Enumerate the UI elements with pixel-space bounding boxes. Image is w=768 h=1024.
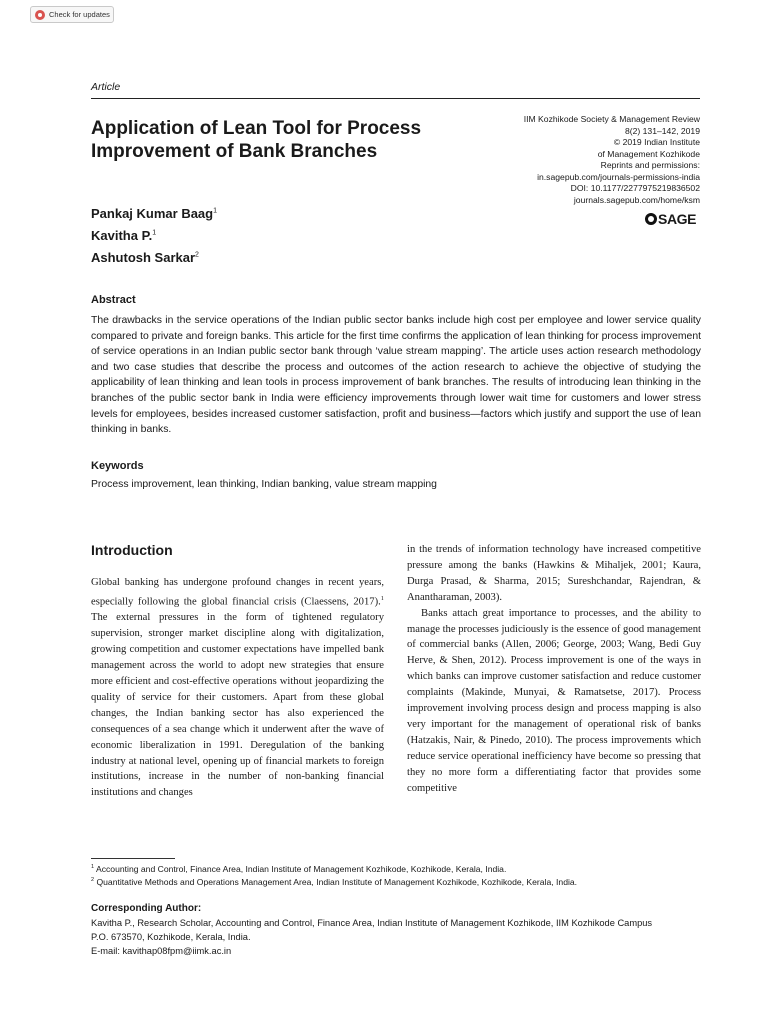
journal-name: IIM Kozhikode Society & Management Review [523,114,700,124]
footnote-ref[interactable]: 1 [380,594,384,602]
author-affiliation: 2 [195,251,199,259]
article-type-label: Article [91,81,121,93]
introduction-heading: Introduction [91,542,173,558]
copyright-holder: of Management Kozhikode [597,148,700,159]
reprints-label: Reprints and permissions: [600,160,700,170]
author-1 [91,206,217,221]
intro-paragraph-part: The external pressures in the form of tightened regulatory supervision, stronger market discipline along with digitalization, growing competition and customer expectations have impelled bank management across the world to adopt new strategies that ensure more efficient and cost-effective operations without jeopardizing the quality of service for their customers. Apart from these global changes, the Indian banking sector has also experienced the consequences of a sea change which it underwent after the wave of economic liberalization in 1991. Deregulation of the banking industry at national level, opening up of financial markets to foreign institutions, increase in the number of non-banking financial institutions and changes [91,612,384,799]
footnote-text: Quantitative Methods and Operations Management Area, Indian Institute of Management Kozhikode, Kozhikode, Kerala, India. [96,877,578,887]
author-name: Kavitha P. [91,228,153,243]
corresponding-author-details: Kavitha P., Research Scholar, Accounting and Control, Finance Area, Indian Institute of Management Kozhikode, IIM Kozhikode Campus [91,918,653,928]
journal-info [450,114,700,206]
check-for-updates-label: Check for updates [49,10,110,19]
footnote-1 [91,864,506,874]
check-for-updates-badge[interactable] [30,6,114,23]
abstract-heading: Abstract [91,294,136,306]
article-title: Application of Lean Tool for Process Improvement of Bank Branches [91,118,422,162]
footnote-number: 1 [91,864,95,871]
footnote-text: Accounting and Control, Finance Area, Indian Institute of Management Kozhikode, Kozhikode, Kerala, India. [95,864,507,874]
intro-paragraph: in the trends of information technology have increased competitive pressure among the banks (Hawkins & Mihaljek, 2001; Kaura, Durga Prasad, & Sharma, 2015; Sureshchandar, Rajendran, & Anantharaman, 2003). [407,544,701,603]
author-name: Pankaj Kumar Baag [91,206,214,221]
update-icon [35,10,45,20]
journal-home-link[interactable]: journals.sagepub.com/home/ksm [573,194,700,205]
author-affiliation: 1 [213,207,218,215]
footnote-rule [91,858,175,859]
author-name: Ashutosh Sarkar [91,250,196,265]
header-rule [91,98,700,99]
footnote-2 [91,877,577,887]
abstract-text: The drawbacks in the service operations of the Indian public sector banks include high cost per employee and lower service quality compared to private and foreign banks. This article for the first time confirms the application of lean thinking for process improvement of service operations in an Indian public sector bank through ‘value stream mapping’. The article uses action research methodology and two case studies that describe the process and outcomes of the action research to achieve the objective of studying the applicability of lean thinking and lean tools in process improvement of bank branches. The results of introducing lean thinking in the branches of the public sector bank in India were efficiency improvements through lower wait time for customers and lower stress levels for employees, besides increased customer satisfaction, profit and business—factors which justify and support the use of lean thinking in banks. [91,315,701,436]
corresponding-author-email[interactable]: E-mail: kavithap08fpm@iimk.ac.in [91,946,232,956]
keywords-text: Process improvement, lean thinking, Indian banking, value stream mapping [91,479,437,490]
keywords-heading: Keywords [91,460,144,472]
journal-volume: 8(2) 131–142, 2019 [624,125,700,136]
corresponding-author-address: P.O. 673570, Kozhikode, Kerala, India. [91,932,251,942]
copyright-line: © 2019 Indian Institute [613,137,700,147]
intro-paragraph: Banks attach great importance to processes, and the ability to manage the processes judiciously is the essence of good management of commercial banks (Allen, 2006; George, 2003; Wang, Bedi Guy Herve, & Shen, 2012). Process improvement is one of the ways in which banks can improve customer satisfaction and reduce customer complaints (Makinde, Munyai, & Ramatsetse, 2017). Process improvement involving process design and process mapping is also very important for the management of operational risk of banks (Hatzakis, Nair, & Pinedo, 2010). The process improvements which reduce service operational inefficiency have become so pressing that they no more form a differentiating factor that provides some competitive [407,607,701,794]
sage-logo-icon [645,213,657,225]
intro-left-column [91,575,384,801]
footnote-number: 2 [91,877,95,884]
corresponding-author-heading: Corresponding Author: [91,903,202,914]
author-3 [91,250,199,265]
doi-link[interactable]: DOI: 10.1177/2277975219836502 [570,183,700,193]
sage-logo [645,211,696,227]
author-affiliation: 1 [152,229,157,237]
author-2 [91,228,156,243]
intro-right-column [407,542,701,797]
permissions-link[interactable]: in.sagepub.com/journals-permissions-india [537,171,700,182]
intro-paragraph-part: Global banking has undergone profound changes in recent years, especially following the global financial crisis (Claessens, 2017). [91,577,384,608]
sage-logo-text: SAGE [658,211,697,227]
